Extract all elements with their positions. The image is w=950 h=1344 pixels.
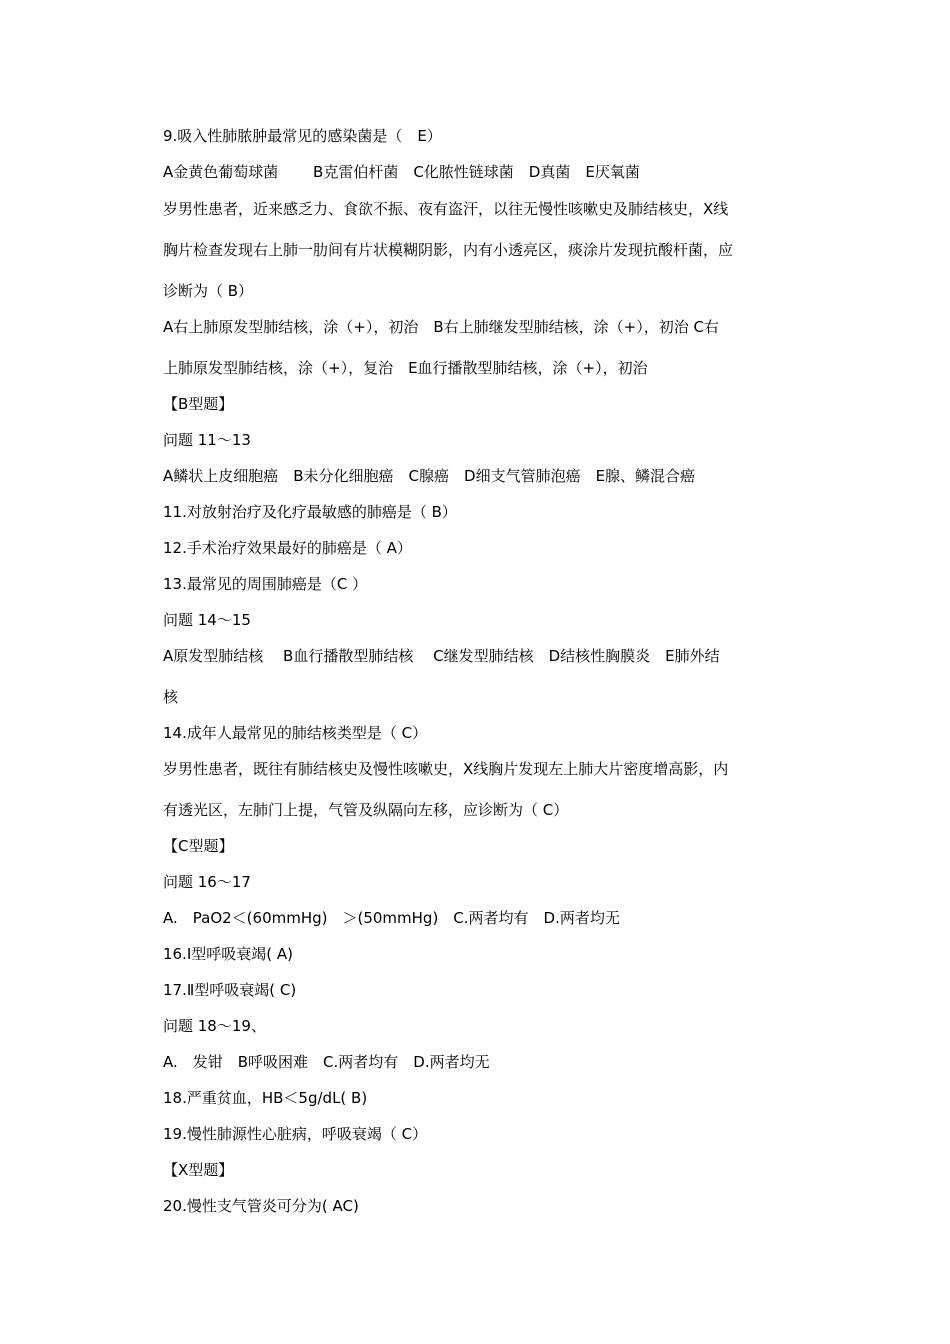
text-line: 13.最常见的周围肺癌是（C ） — [163, 575, 368, 593]
text-line: 问题 18～19、 — [163, 1017, 266, 1035]
text-line: 17.Ⅱ型呼吸衰竭( C) — [163, 981, 297, 999]
text-line: 问题 11～13 — [163, 431, 251, 449]
text-line: 20.慢性支气管炎可分为( AC) — [163, 1197, 359, 1215]
text-line: 岁男性患者，近来感乏力、食欲不振、夜有盗汗，以往无慢性咳嗽史及肺结核史，X线 — [163, 200, 729, 218]
text-line: 岁男性患者，既往有肺结核史及慢性咳嗽史，X线胸片发现左上肺大片密度增高影，内 — [163, 760, 729, 778]
text-line: 问题 14～15 — [163, 611, 251, 629]
text-line: A金黄色葡萄球菌 B克雷伯杆菌 C化脓性链球菌 D真菌 E厌氧菌 — [163, 163, 640, 181]
text-line: 12.手术治疗效果最好的肺癌是（ A） — [163, 539, 412, 557]
text-line: 上肺原发型肺结核，涂（+），复治 E血行播散型肺结核，涂（+），初治 — [163, 359, 648, 377]
text-line: 11.对放射治疗及化疗最敏感的肺癌是（ B） — [163, 503, 457, 521]
text-line: 16.Ⅰ型呼吸衰竭( A) — [163, 945, 294, 963]
text-line: 【C型题】 — [163, 837, 234, 855]
text-line: A右上肺原发型肺结核，涂（+），初治 B右上肺继发型肺结核，涂（+），初治 C右 — [163, 318, 719, 336]
text-line: A鳞状上皮细胞癌 B未分化细胞癌 C腺癌 D细支气管肺泡癌 E腺、鳞混合癌 — [163, 467, 696, 485]
text-line: 核 — [163, 688, 179, 706]
text-line: 【B型题】 — [163, 395, 234, 413]
text-line: A原发型肺结核 B血行播散型肺结核 C继发型肺结核 D结核性胸膜炎 E肺外结 — [163, 647, 720, 665]
text-line: 【X型题】 — [163, 1161, 234, 1179]
text-line: 14.成年人最常见的肺结核类型是（ C） — [163, 724, 428, 742]
text-line: A. 发钳 B呼吸困难 C.两者均有 D.两者均无 — [163, 1053, 490, 1071]
text-line: A. PaO2＜(60mmHg) ＞(50mmHg) C.两者均有 D.两者均无 — [163, 909, 620, 927]
text-line: 18.严重贫血，HB＜5g/dL( B) — [163, 1089, 368, 1107]
text-line: 诊断为（ B） — [163, 282, 254, 300]
text-line: 有透光区，左肺门上提，气管及纵隔向左移，应诊断为（ C） — [163, 801, 569, 819]
text-line: 问题 16～17 — [163, 873, 251, 891]
text-line: 胸片检查发现右上肺一肋间有片状模糊阴影，内有小透亮区，痰涂片发现抗酸杆菌，应 — [163, 241, 734, 259]
text-line: 9.吸入性肺脓肿最常见的感染菌是（ E） — [163, 127, 442, 145]
text-line: 19.慢性肺源性心脏病，呼吸衰竭（ C） — [163, 1125, 428, 1143]
